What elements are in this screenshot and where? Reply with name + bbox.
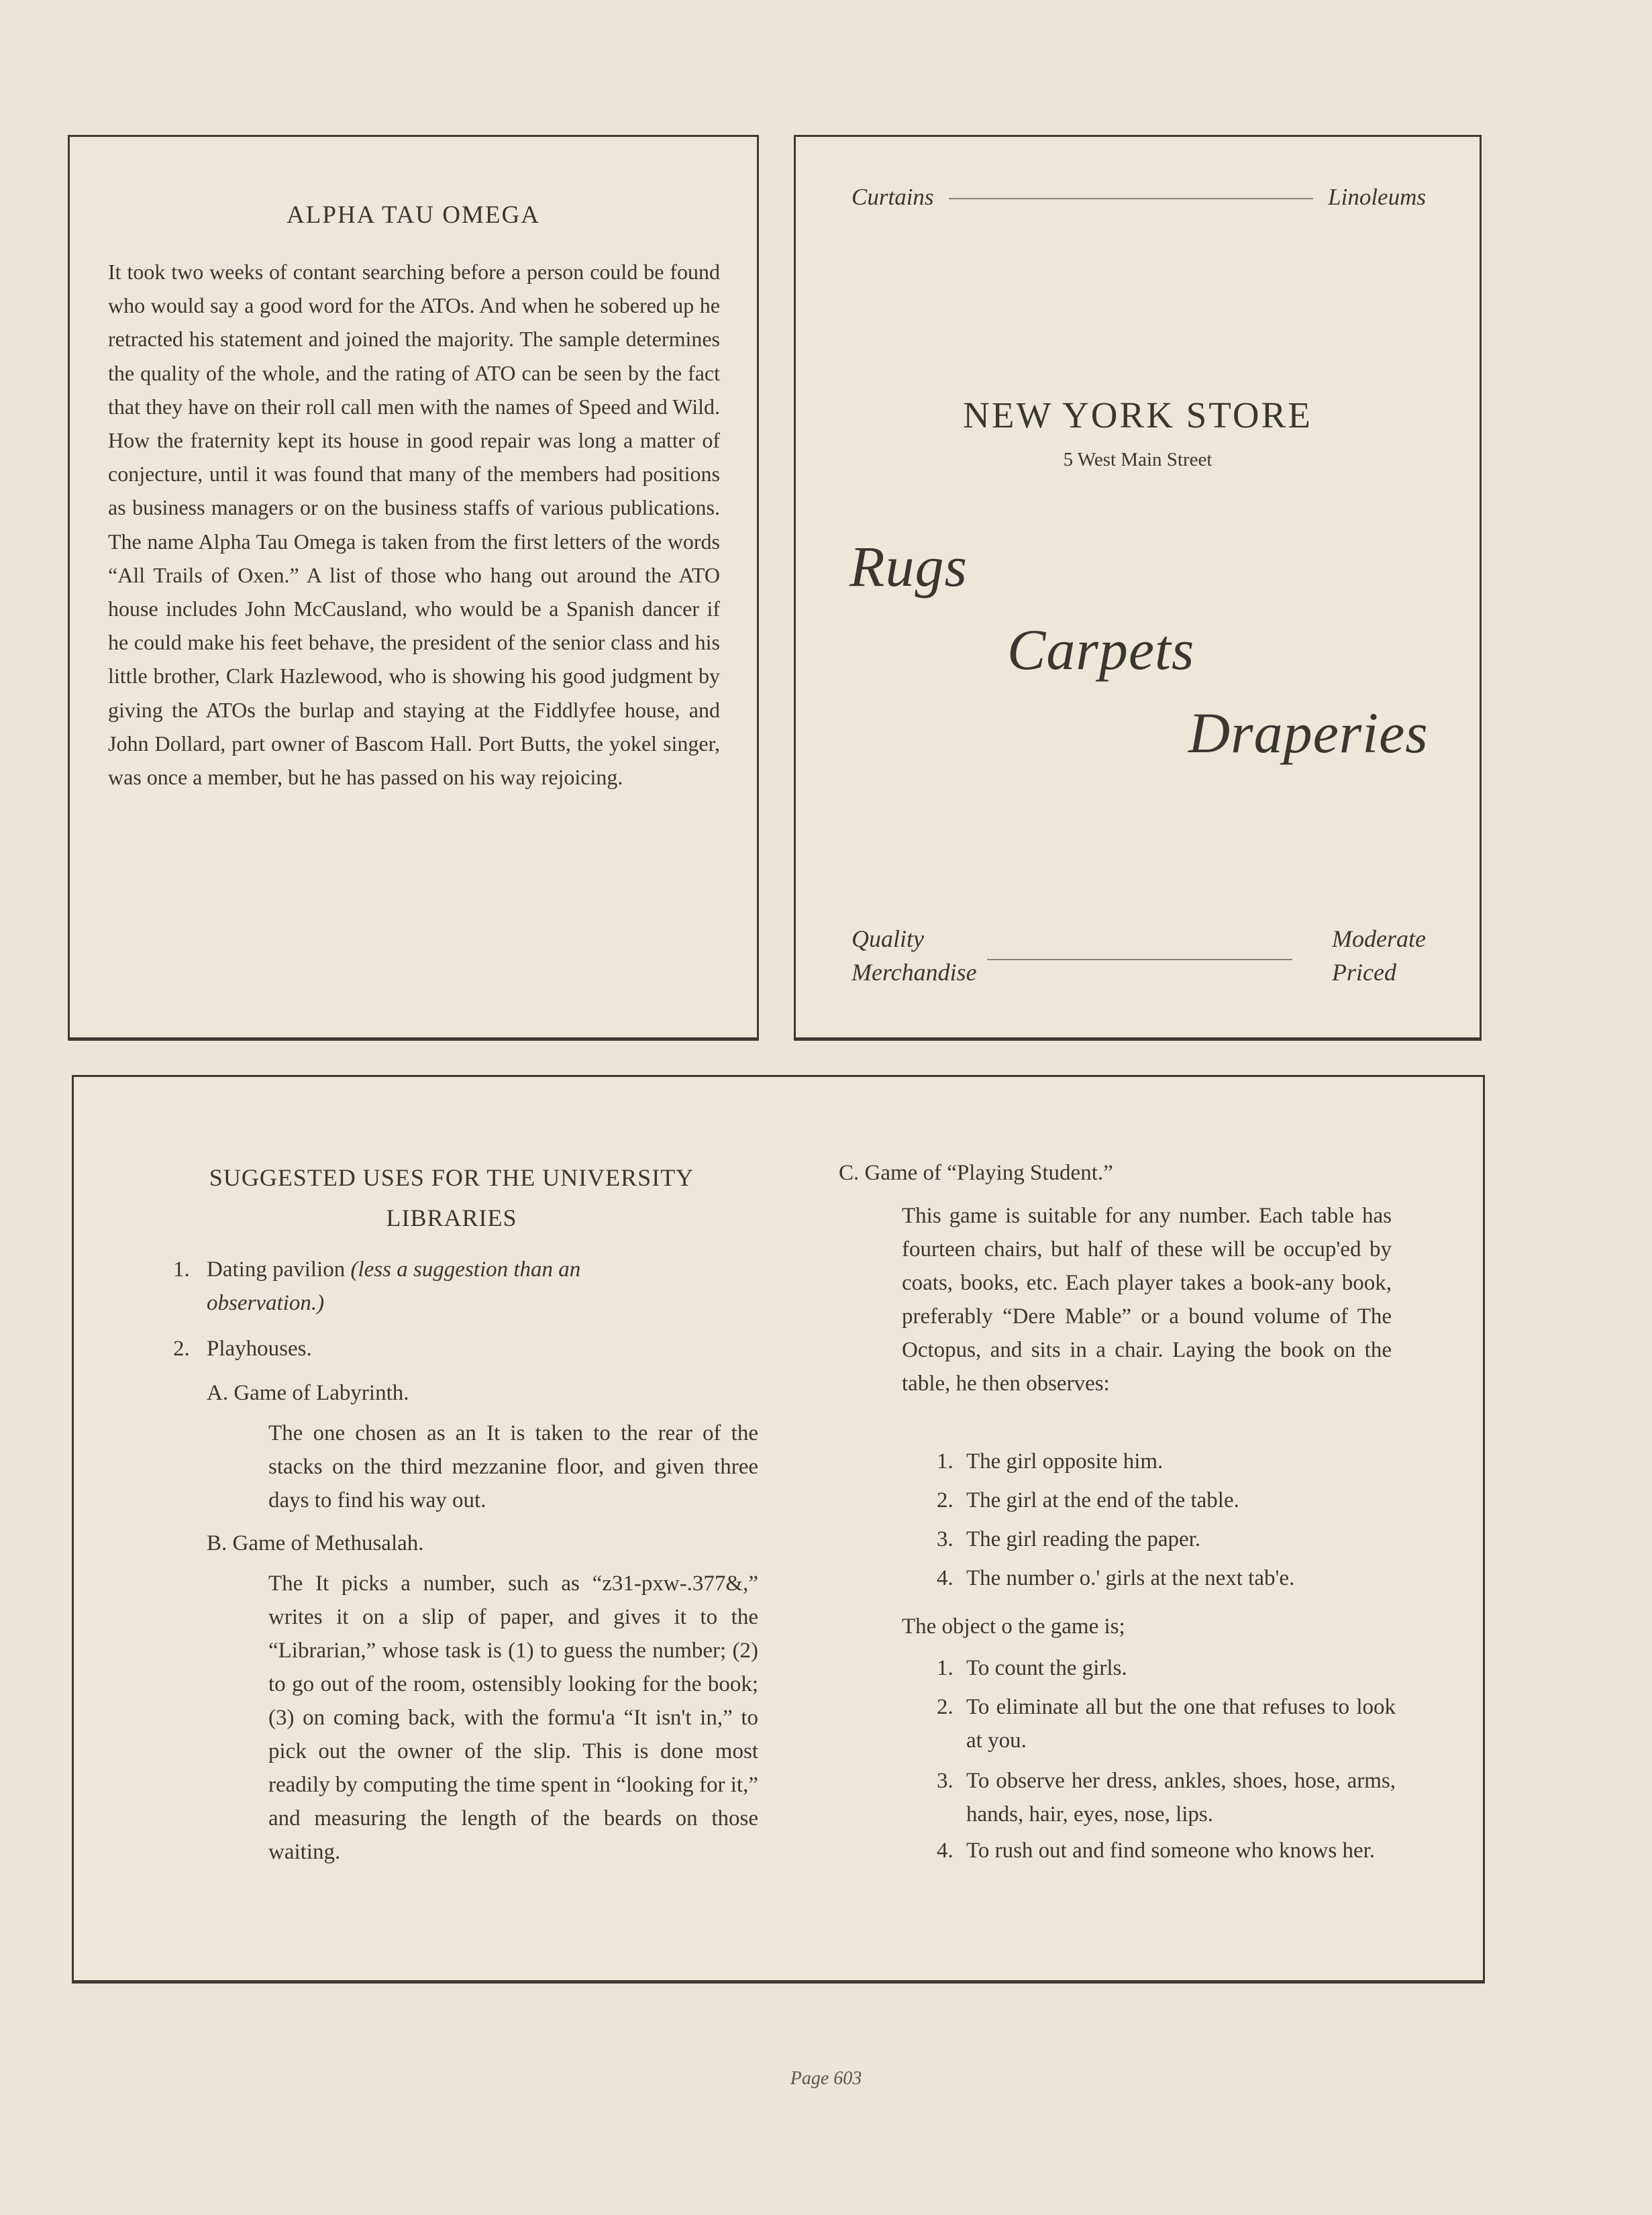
ad-linoleums-label: Linoleums xyxy=(1328,184,1426,210)
game-b-text: The It picks a number, such as “z31-pxw-.377&,” writes it on a slip of paper, and gives it to the “Librarian,” whose task is (1) to guess the number; (2) to go out of the room, ostensibly looking for the book; (3) on coming back, with the formu'a “It isn't in,” to pick out the owner of the slip. This is done most readily by computing the time spent in “looking for it,” and measuring the length of the beards on those waiting. xyxy=(268,1572,758,1864)
ad-merchandise: Merchandise xyxy=(851,959,977,986)
ato-article-box xyxy=(68,135,759,1041)
object-number: 1. xyxy=(937,1656,953,1680)
ad-rugs: Rugs xyxy=(849,534,968,599)
ad-address: 5 West Main Street xyxy=(1063,449,1212,470)
ad-curtains-label: Curtains xyxy=(851,184,934,210)
object-item: To count the girls. xyxy=(966,1656,1127,1680)
observe-number: 3. xyxy=(937,1527,953,1551)
ad-top-rule xyxy=(949,198,1314,199)
object-number: 4. xyxy=(937,1839,953,1863)
item1-number: 1. xyxy=(173,1257,190,1282)
ad-top-line xyxy=(851,184,1426,211)
ad-quality: Quality xyxy=(851,925,924,952)
observe-number: 1. xyxy=(937,1449,953,1474)
observe-item: The girl at the end of the table. xyxy=(966,1488,1239,1512)
ad-quality-merchandise xyxy=(851,922,977,989)
ato-title: ALPHA TAU OMEGA xyxy=(287,201,540,229)
object-item: To rush out and find someone who knows her. xyxy=(966,1839,1376,1863)
ad-moderate: Moderate xyxy=(1332,925,1426,952)
observe-number: 2. xyxy=(937,1488,953,1512)
game-c-label: C. Game of “Playing Student.” xyxy=(839,1161,1113,1185)
game-c-text: This game is suitable for any number. Each table has fourteen chairs, but half of these will be occup'ed by coats, books, etc. Each player takes a book-any book, preferably “Dere Mable” or a bound volume of The Octopus, and sits in a chair. Laying the book on the table, he then observes: xyxy=(902,1204,1392,1396)
item1-note: (less a suggestion than an observation.) xyxy=(207,1257,581,1315)
object-item: To observe her dress, ankles, shoes, hose, arms, hands, hair, eyes, nose, lips. xyxy=(966,1769,1396,1826)
ad-store-name: NEW YORK STORE xyxy=(963,395,1312,435)
ad-priced: Priced xyxy=(1332,959,1396,986)
libraries-heading xyxy=(174,1157,729,1238)
object-label: The object o the game is; xyxy=(902,1614,1125,1639)
new-york-store-ad xyxy=(794,135,1482,1041)
item1-label: Dating pavilion xyxy=(207,1257,346,1282)
ad-moderate-priced xyxy=(1332,922,1426,989)
item1-text xyxy=(207,1253,696,1320)
item2-text: Playhouses. xyxy=(207,1337,312,1361)
ad-bottom-rule xyxy=(987,959,1292,960)
libraries-heading-line1: SUGGESTED USES FOR THE UNIVERSITY xyxy=(209,1164,694,1191)
libraries-article-box xyxy=(72,1075,1485,1984)
observe-item: The number o.' girls at the next tab'e. xyxy=(966,1566,1295,1590)
observe-number: 4. xyxy=(937,1566,953,1590)
object-number: 3. xyxy=(937,1769,953,1793)
item2-number: 2. xyxy=(173,1337,190,1361)
object-item: To eliminate all but the one that refuses to look at you. xyxy=(966,1695,1396,1753)
game-a-label: A. Game of Labyrinth. xyxy=(207,1381,409,1405)
ad-draperies: Draperies xyxy=(1188,701,1429,765)
object-number: 2. xyxy=(937,1695,953,1719)
game-a-text: The one chosen as an It is taken to the rear of the stacks on the third mezzanine floor, and given three days to find his way out. xyxy=(268,1421,758,1512)
ato-body: It took two weeks of contant searching before a person could be found who would say a good word for the ATOs. And when he sobered up he retracted his statement and joined the majority. The sample determines the quality of the whole, and the rating of ATO can be seen by the fact that they have on their roll call men with the names of Speed and Wild. How the fraternity kept its house in good repair was long a matter of conjecture, until it was found that many of the members had positions as business managers or on the business staffs of various publications. The name Alpha Tau Omega is taken from the first letters of the words “All Trails of Oxen.” A list of those who hang out around the ATO house includes John McCausland, who would be a Spanish dancer if he could make his feet behave, the president of the senior class and his little brother, Clark Hazlewood, who is showing his good judgment by giving the ATOs the burlap and staying at the Fiddlyfee house, and John Dollard, part owner of Bascom Hall. Port Butts, the yokel singer, was once a member, but he has passed on his way rejoicing. xyxy=(108,260,720,790)
libraries-heading-line2: LIBRARIES xyxy=(386,1204,517,1231)
game-b-label: B. Game of Methusalah. xyxy=(207,1531,424,1555)
observe-item: The girl opposite him. xyxy=(966,1449,1164,1474)
ad-carpets: Carpets xyxy=(1007,617,1195,682)
page-number: Page 603 xyxy=(790,2068,862,2089)
observe-item: The girl reading the paper. xyxy=(966,1527,1201,1551)
